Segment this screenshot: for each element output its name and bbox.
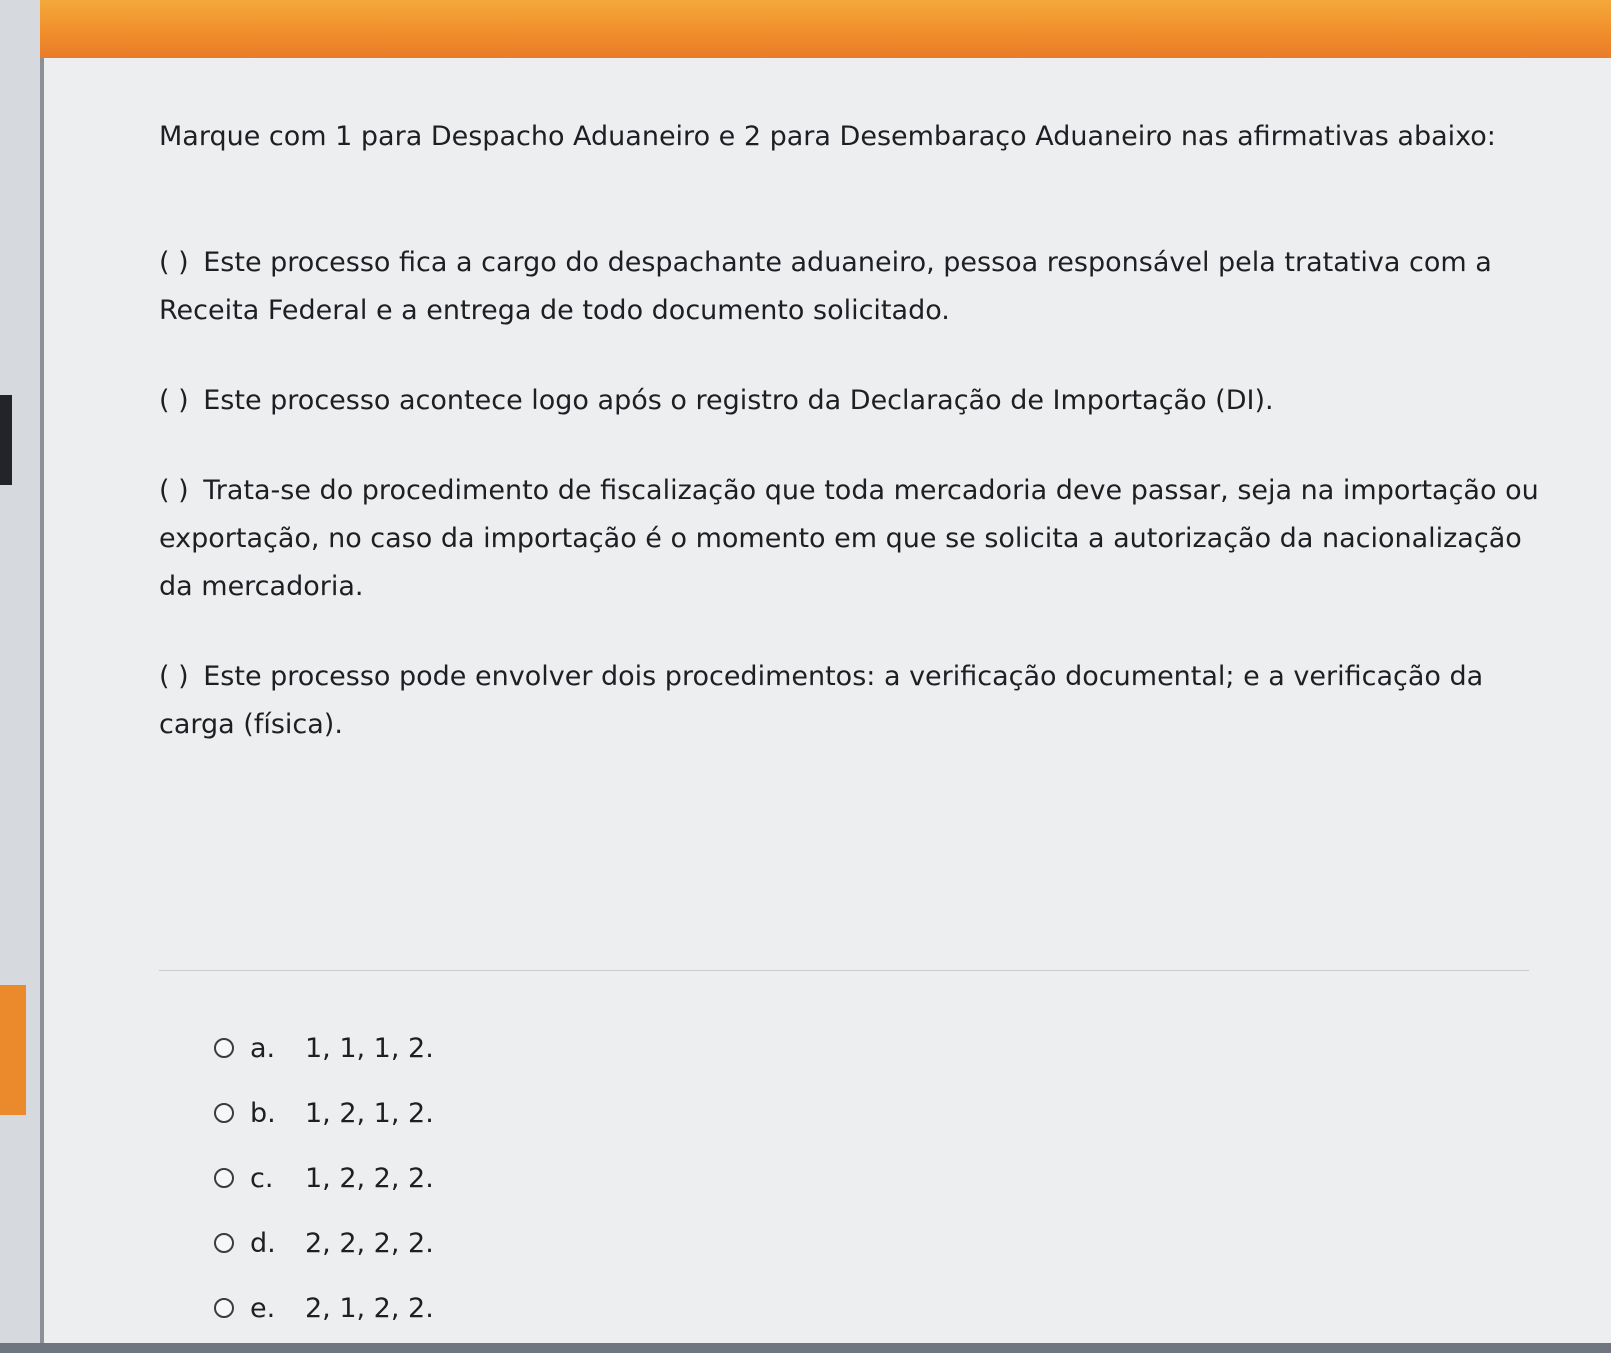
option-d[interactable] — [214, 1223, 434, 1263]
option-letter: b. — [250, 1097, 276, 1129]
option-letter: a. — [250, 1032, 276, 1064]
statement-2 — [159, 377, 1559, 425]
radio-button[interactable] — [214, 1298, 234, 1318]
option-letter: d. — [250, 1227, 276, 1259]
option-e[interactable] — [214, 1288, 434, 1328]
statement-blank: ( ) — [159, 475, 189, 506]
sidebar-orange-band — [0, 985, 26, 1115]
option-letter: c. — [250, 1162, 274, 1194]
statement-blank: ( ) — [159, 247, 189, 278]
left-sidebar-strip — [0, 0, 40, 1343]
statement-text: Este processo pode envolver dois procedimentos: a verificação documental; e a verificação da carga (física). — [159, 661, 1484, 740]
question-content — [159, 113, 1559, 791]
statement-1 — [159, 239, 1559, 335]
option-text: 1, 2, 2, 2. — [305, 1162, 434, 1194]
question-card — [40, 58, 1611, 1343]
top-accent-bar — [0, 0, 1611, 62]
option-text: 1, 1, 1, 2. — [305, 1032, 434, 1064]
option-text: 2, 2, 2, 2. — [305, 1227, 434, 1259]
option-a[interactable] — [214, 1028, 434, 1068]
radio-button[interactable] — [214, 1168, 234, 1188]
option-letter: e. — [250, 1292, 276, 1324]
option-c[interactable] — [214, 1158, 434, 1198]
answer-options — [214, 1028, 434, 1353]
radio-button[interactable] — [214, 1038, 234, 1058]
radio-button[interactable] — [214, 1233, 234, 1253]
statement-text: Trata-se do procedimento de fiscalização que toda mercadoria deve passar, seja na importação ou exportação, no caso da importação é o momento em que se solicita a autorização da nacionalização da mercadoria. — [159, 475, 1539, 602]
options-divider — [159, 970, 1529, 971]
option-text: 1, 2, 1, 2. — [305, 1097, 434, 1129]
statement-blank: ( ) — [159, 661, 189, 692]
option-b[interactable] — [214, 1093, 434, 1133]
statement-3 — [159, 467, 1559, 611]
sidebar-dark-band — [0, 395, 12, 485]
radio-button[interactable] — [214, 1103, 234, 1123]
statement-4 — [159, 653, 1559, 749]
statement-text: Este processo fica a cargo do despachante aduaneiro, pessoa responsável pela tratativa com a Receita Federal e a entrega de todo documento solicitado. — [159, 247, 1492, 326]
option-text: 2, 1, 2, 2. — [305, 1292, 434, 1324]
statement-blank: ( ) — [159, 385, 189, 416]
question-text: Marque com 1 para Despacho Aduaneiro e 2 para Desembaraço Aduaneiro nas afirmativas abaixo: — [159, 121, 1496, 152]
statement-text: Este processo acontece logo após o registro da Declaração de Importação (DI). — [203, 385, 1274, 416]
